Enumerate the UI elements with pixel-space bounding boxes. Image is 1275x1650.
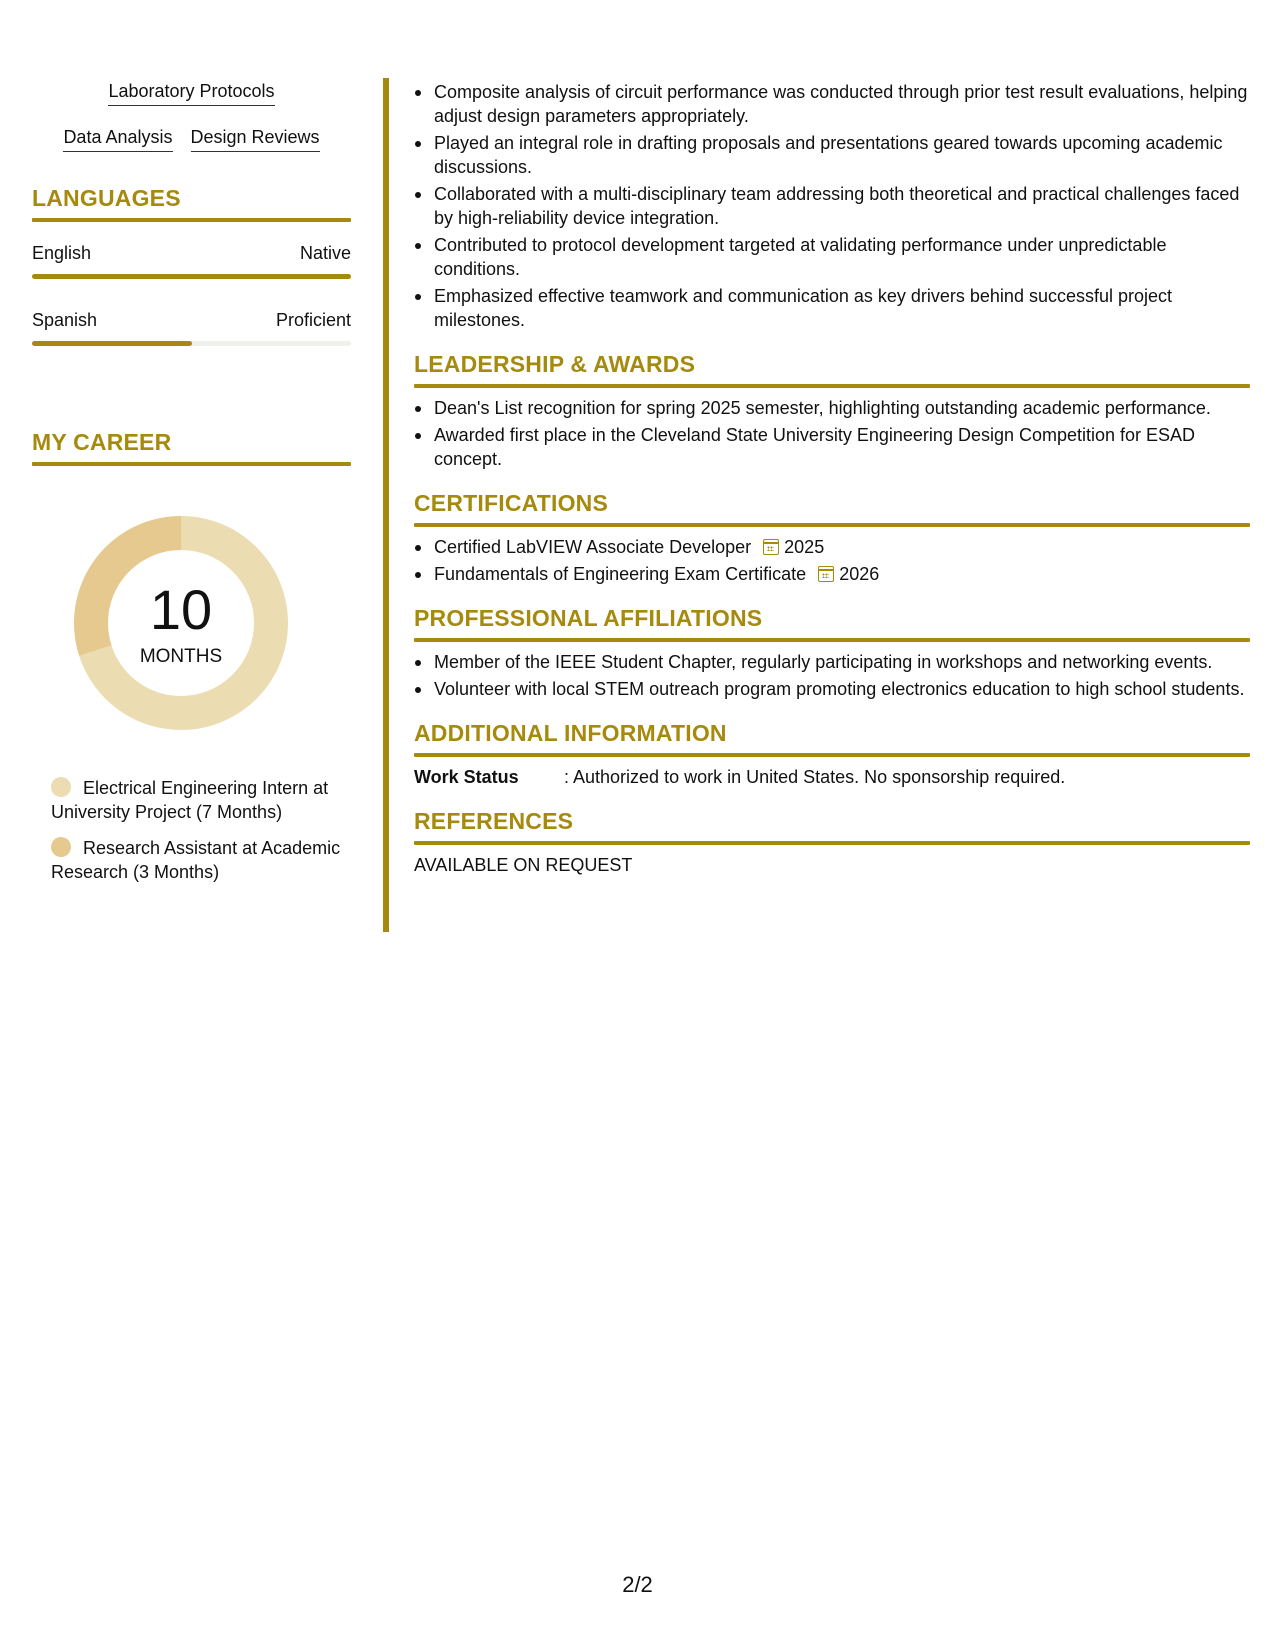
languages-title: LANGUAGES <box>32 185 181 211</box>
certification-year: 2026 <box>839 564 880 584</box>
column-divider <box>383 78 389 932</box>
career-section <box>32 428 351 884</box>
skill-tag: Design Reviews <box>191 126 320 152</box>
career-title: MY CAREER <box>32 429 172 455</box>
section-divider <box>32 218 351 222</box>
language-level: Proficient <box>275 310 351 330</box>
references-text: AVAILABLE ON REQUEST <box>414 855 633 875</box>
list-item: Volunteer with local STEM outreach program promoting electronics education to high school students. <box>414 677 1250 701</box>
certification-name: Certified LabVIEW Associate Developer <box>434 537 752 557</box>
list-item: Contributed to protocol development targeted at validating performance under unpredictable conditions. <box>414 233 1250 281</box>
legend-label: Electrical Engineering Intern at University Project (7 Months) <box>51 778 329 822</box>
list-item: Awarded first place in the Cleveland State University Engineering Design Competition for ESAD concept. <box>414 423 1250 471</box>
affiliations-title: PROFESSIONAL AFFILIATIONS <box>414 605 763 631</box>
section-divider <box>414 523 1250 527</box>
section-divider <box>414 638 1250 642</box>
language-name: Spanish <box>32 310 98 330</box>
references-section <box>414 807 1250 877</box>
additional-section <box>414 719 1250 789</box>
skills-row-2 <box>32 126 351 152</box>
language-proficiency-bar <box>32 274 351 279</box>
list-item: Emphasized effective teamwork and communication as key drivers behind successful project milestones. <box>414 284 1250 332</box>
legend-label: Research Assistant at Academic Research (3 Months) <box>51 838 341 882</box>
leadership-title: LEADERSHIP & AWARDS <box>414 351 696 377</box>
language-proficiency-bar <box>32 341 351 346</box>
certifications-title: CERTIFICATIONS <box>414 490 609 516</box>
certifications-section <box>414 489 1250 586</box>
certification-item <box>414 535 1250 559</box>
language-proficiency-fill <box>32 274 351 279</box>
career-total: 10 <box>149 578 213 641</box>
language-item <box>32 242 351 279</box>
skill-tag: Data Analysis <box>63 126 172 152</box>
left-column <box>32 80 351 896</box>
legend-dot <box>51 777 71 797</box>
additional-title: ADDITIONAL INFORMATION <box>414 720 727 746</box>
languages-section <box>32 184 351 346</box>
right-column <box>414 80 1250 877</box>
list-item: Collaborated with a multi-disciplinary team addressing both theoretical and practical challenges faced by high-reliability device integration. <box>414 182 1250 230</box>
section-divider <box>414 384 1250 388</box>
affiliations-section <box>414 604 1250 701</box>
experience-bullets <box>414 80 1250 332</box>
list-item: Composite analysis of circuit performance was conducted through prior test result evaluations, helping adjust design parameters appropriately. <box>414 80 1250 128</box>
list-item: Dean's List recognition for spring 2025 semester, highlighting outstanding academic performance. <box>414 396 1250 420</box>
language-name: English <box>32 243 92 263</box>
page-number: 2/2 <box>622 1572 653 1597</box>
certification-name: Fundamentals of Engineering Exam Certificate <box>434 564 807 584</box>
work-status-row <box>414 765 1250 789</box>
certification-item <box>414 562 1250 586</box>
skills-row-1 <box>32 80 351 106</box>
skill-tag: Laboratory Protocols <box>108 80 274 106</box>
section-divider <box>414 841 1250 845</box>
calendar-icon <box>763 539 779 555</box>
section-divider <box>414 753 1250 757</box>
legend-item <box>51 836 351 884</box>
list-item: Member of the IEEE Student Chapter, regularly participating in workshops and networking events. <box>414 650 1250 674</box>
language-level: Native <box>299 243 351 263</box>
language-proficiency-fill <box>32 341 192 346</box>
certification-year: 2025 <box>784 537 825 557</box>
career-unit: MONTHS <box>139 646 223 667</box>
calendar-icon <box>818 566 834 582</box>
legend-item <box>51 776 351 824</box>
list-item: Played an integral role in drafting proposals and presentations geared towards upcoming academic discussions. <box>414 131 1250 179</box>
work-status-value: : Authorized to work in United States. No sponsorship required. <box>564 767 1066 787</box>
work-status-label: Work Status <box>414 767 519 787</box>
leadership-section <box>414 350 1250 471</box>
legend-dot <box>51 837 71 857</box>
career-donut-chart <box>66 508 296 738</box>
section-divider <box>32 462 351 466</box>
career-legend <box>51 776 351 884</box>
language-item <box>32 309 351 346</box>
references-title: REFERENCES <box>414 808 574 834</box>
